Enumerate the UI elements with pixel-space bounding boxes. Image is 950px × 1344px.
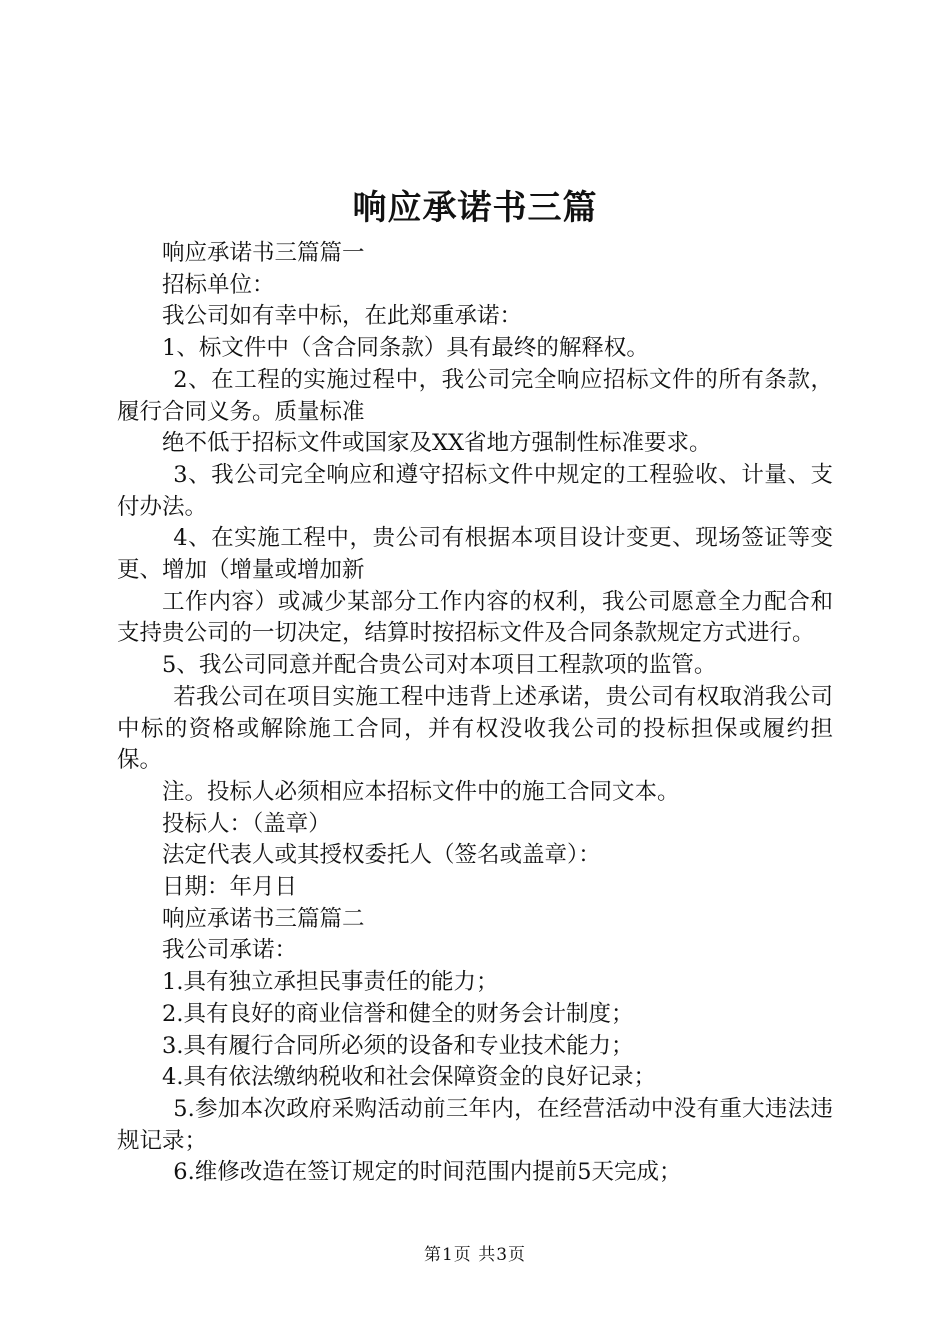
paragraph: 招标单位： xyxy=(162,271,275,298)
paragraph: 响应承诺书三篇篇一 xyxy=(162,240,365,266)
paragraph: 注。投标人必须相应本招标文件中的施工合同文本。 xyxy=(162,778,680,805)
paragraph: 5、我公司同意并配合贵公司对本项目工程款项的监管。 xyxy=(162,652,717,679)
paragraph: 日期：年月日 xyxy=(162,874,298,901)
paragraph: 1、标文件中（含合同条款）具有最终的解释权。 xyxy=(162,335,649,362)
paragraph: 4、在实施工程中，贵公司有根据本项目设计变更、现场签证等变更、增加（增量或增加新 xyxy=(117,525,833,584)
paragraph: 我公司如有幸中标，在此郑重承诺： xyxy=(162,303,523,330)
paragraph: 1.具有独立承担民事责任的能力； xyxy=(162,969,499,996)
paragraph: 3.具有履行合同所必须的设备和专业技术能力； xyxy=(162,1032,634,1059)
paragraph: 5.参加本次政府采购活动前三年内，在经营活动中没有重大违法违规记录； xyxy=(117,1095,833,1154)
document-body xyxy=(117,238,833,1189)
paragraph: 2、在工程的实施过程中，我公司完全响应招标文件的所有条款，履行合同义务。质量标准 xyxy=(117,366,833,425)
paragraph: 我公司承诺： xyxy=(162,937,298,964)
paragraph: 6.维修改造在签订规定的时间范围内提前5天完成； xyxy=(173,1159,682,1186)
paragraph: 响应承诺书三篇篇二 xyxy=(162,905,365,932)
paragraph: 4.具有依法缴纳税收和社会保障资金的良好记录； xyxy=(162,1064,656,1091)
paragraph: 绝不低于招标文件或国家及XX省地方强制性标准要求。 xyxy=(162,430,712,457)
paragraph: 2.具有良好的商业信誉和健全的财务会计制度； xyxy=(162,1000,634,1027)
document-title: 响应承诺书三篇 xyxy=(352,188,598,228)
paragraph: 工作内容）或减少某部分工作内容的权利，我公司愿意全力配合和支持贵公司的一切决定，结算时按招标文件及合同条款规定方式进行。 xyxy=(117,588,833,647)
page-footer: 第1页 共3页 xyxy=(423,1245,527,1265)
paragraph: 法定代表人或其授权委托人（签名或盖章）： xyxy=(162,842,601,869)
paragraph: 3、我公司完全响应和遵守招标文件中规定的工程验收、计量、支付办法。 xyxy=(117,461,833,520)
paragraph: 若我公司在项目实施工程中违背上述承诺，贵公司有权取消我公司中标的资格或解除施工合同，并有权没收我公司的投标担保或履约担保。 xyxy=(117,683,833,774)
paragraph: 投标人：（盖章） xyxy=(162,810,331,837)
